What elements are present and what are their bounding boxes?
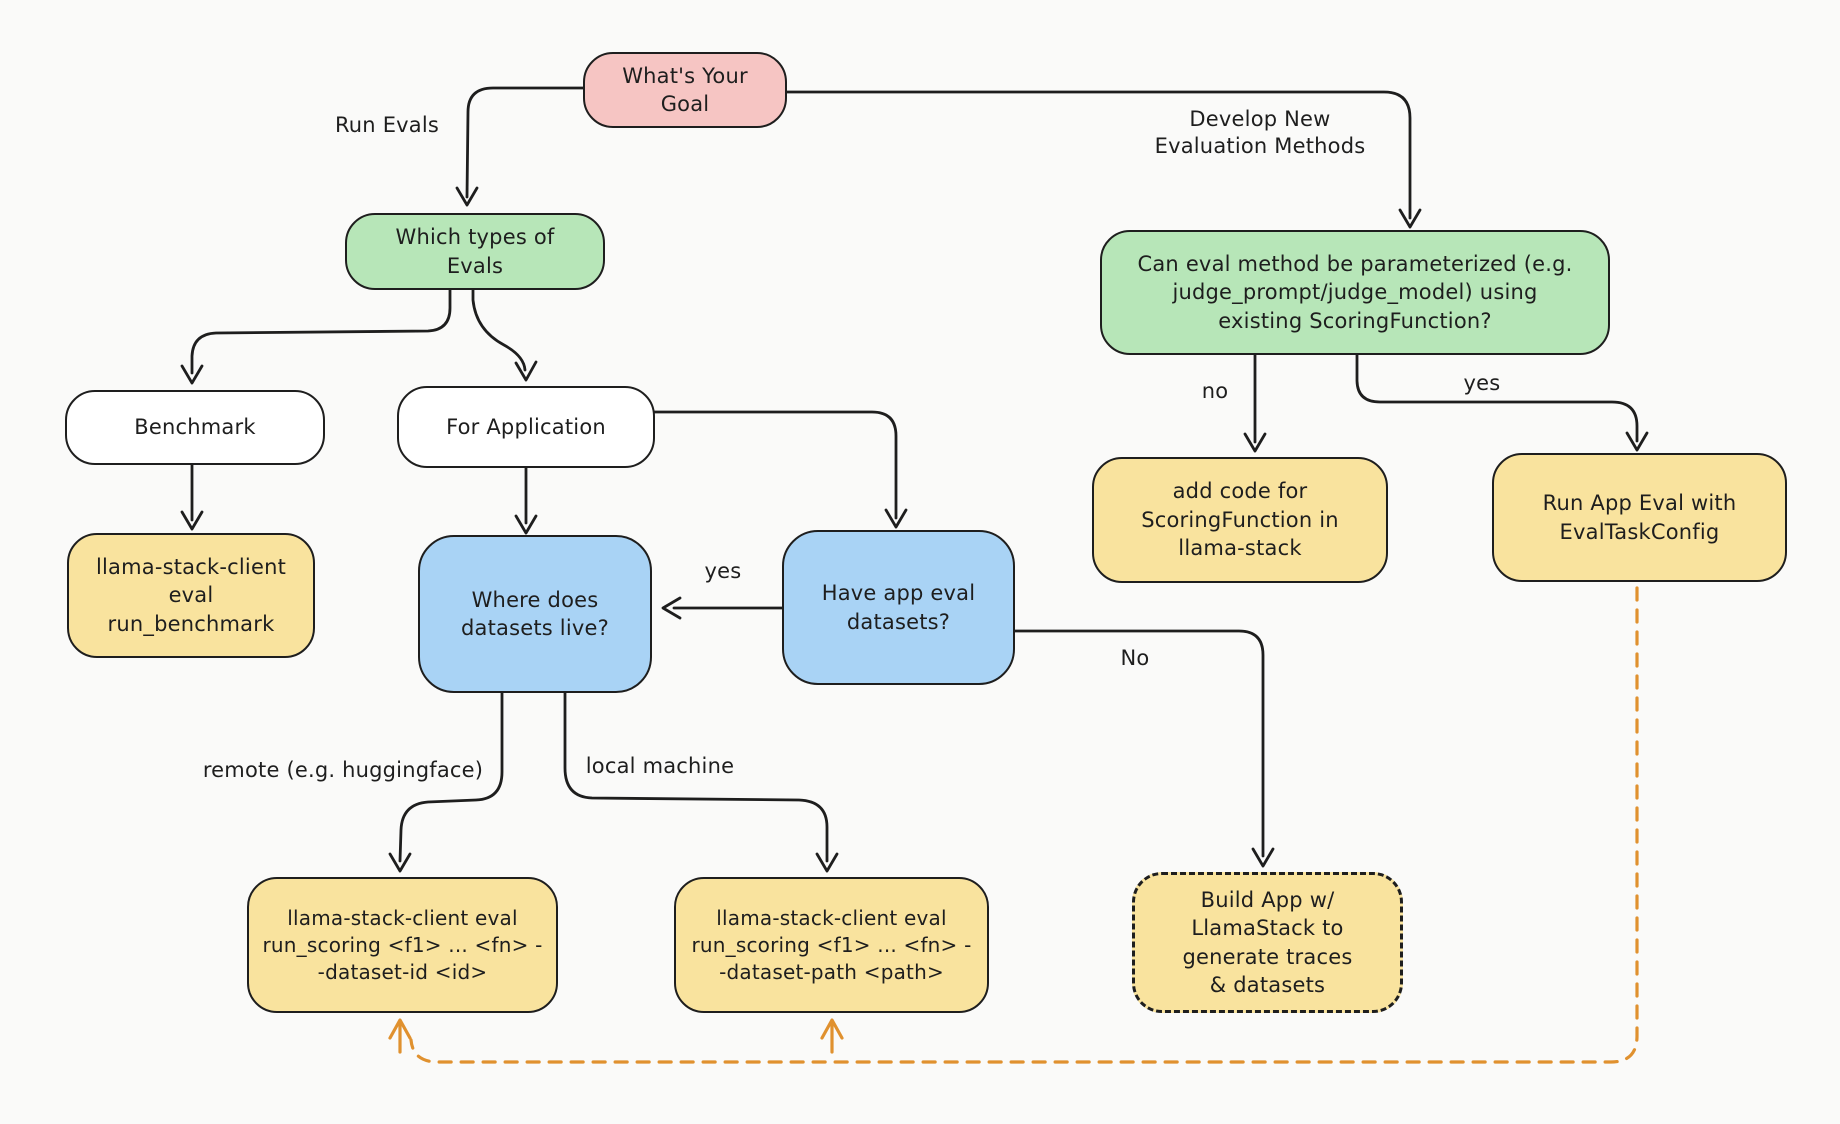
node-build-app-llamastack — [1132, 872, 1403, 1013]
edge-feedback-arrow-to-run-scoring-id — [390, 1020, 410, 1052]
node-run-benchmark-command — [67, 533, 315, 658]
edge-which-types-to-benchmark — [182, 290, 450, 383]
node-whats-your-goal-text: What's Your Goal — [622, 63, 748, 116]
node-run-benchmark-command-text: llama-stack-client eval run_benchmark — [95, 554, 287, 636]
node-benchmark-text: Benchmark — [134, 415, 256, 440]
edge-label-no-bottom: No — [1120, 646, 1150, 670]
edge-feedback-arrow-to-run-scoring-path — [822, 1020, 842, 1052]
edge-goal-to-which-types — [457, 88, 583, 205]
node-which-types-of-evals — [345, 213, 605, 290]
edge-label-remote-huggingface: remote (e.g. huggingface) — [202, 758, 484, 782]
node-have-app-eval-datasets — [782, 530, 1015, 685]
node-run-scoring-dataset-id-text: llama-stack-client eval run_scoring <f1> ... <fn> --dataset-id <id> — [262, 905, 543, 984]
node-whats-your-goal — [583, 52, 787, 128]
node-which-types-of-evals-text: Which types of Evals — [395, 225, 555, 278]
node-have-app-eval-datasets-text: Have app eval datasets? — [821, 581, 976, 634]
node-where-does-datasets-live-text: Where does datasets live? — [461, 587, 609, 640]
edge-have-datasets-yes-to-where-datasets — [663, 598, 782, 618]
node-run-app-eval-text: Run App Eval with EvalTaskConfig — [1542, 491, 1737, 544]
edge-where-datasets-local-to-run-scoring-path — [565, 693, 837, 871]
edge-label-develop-new-evaluation-methods: Develop New Evaluation Methods — [1154, 107, 1366, 159]
node-run-app-eval — [1492, 453, 1787, 582]
node-param-question — [1100, 230, 1610, 355]
node-run-scoring-dataset-path-text: llama-stack-client eval run_scoring <f1> ... <fn> --dataset-path <path> — [691, 905, 972, 984]
edge-for-application-to-where-datasets — [516, 468, 536, 533]
edge-benchmark-to-run-benchmark — [182, 465, 202, 529]
node-param-question-text: Can eval method be parameterized (e.g. judge_prompt/judge_model) using existing ScoringFunction? — [1137, 251, 1573, 333]
node-where-does-datasets-live — [418, 535, 652, 693]
edge-label-no-right: no — [1201, 379, 1229, 403]
node-add-code-scoring-function — [1092, 457, 1388, 583]
edge-label-yes-mid: yes — [704, 559, 742, 583]
node-add-code-scoring-function-text: add code for ScoringFunction in llama-stack — [1141, 479, 1339, 561]
node-for-application — [397, 386, 655, 468]
edge-label-run-evals: Run Evals — [334, 113, 440, 137]
node-benchmark — [65, 390, 325, 465]
edge-label-local-machine: local machine — [585, 754, 735, 778]
edge-which-types-to-for-application — [473, 290, 536, 380]
edge-label-yes-right: yes — [1463, 371, 1501, 395]
node-build-app-llamastack-text: Build App w/ LlamaStack to generate traces & datasets — [1182, 887, 1353, 997]
node-run-scoring-dataset-path — [674, 877, 989, 1013]
edge-param-question-no-to-add-code — [1245, 355, 1265, 451]
edge-for-application-to-have-datasets — [655, 412, 906, 527]
node-run-scoring-dataset-id — [247, 877, 558, 1013]
node-for-application-text: For Application — [446, 414, 606, 439]
